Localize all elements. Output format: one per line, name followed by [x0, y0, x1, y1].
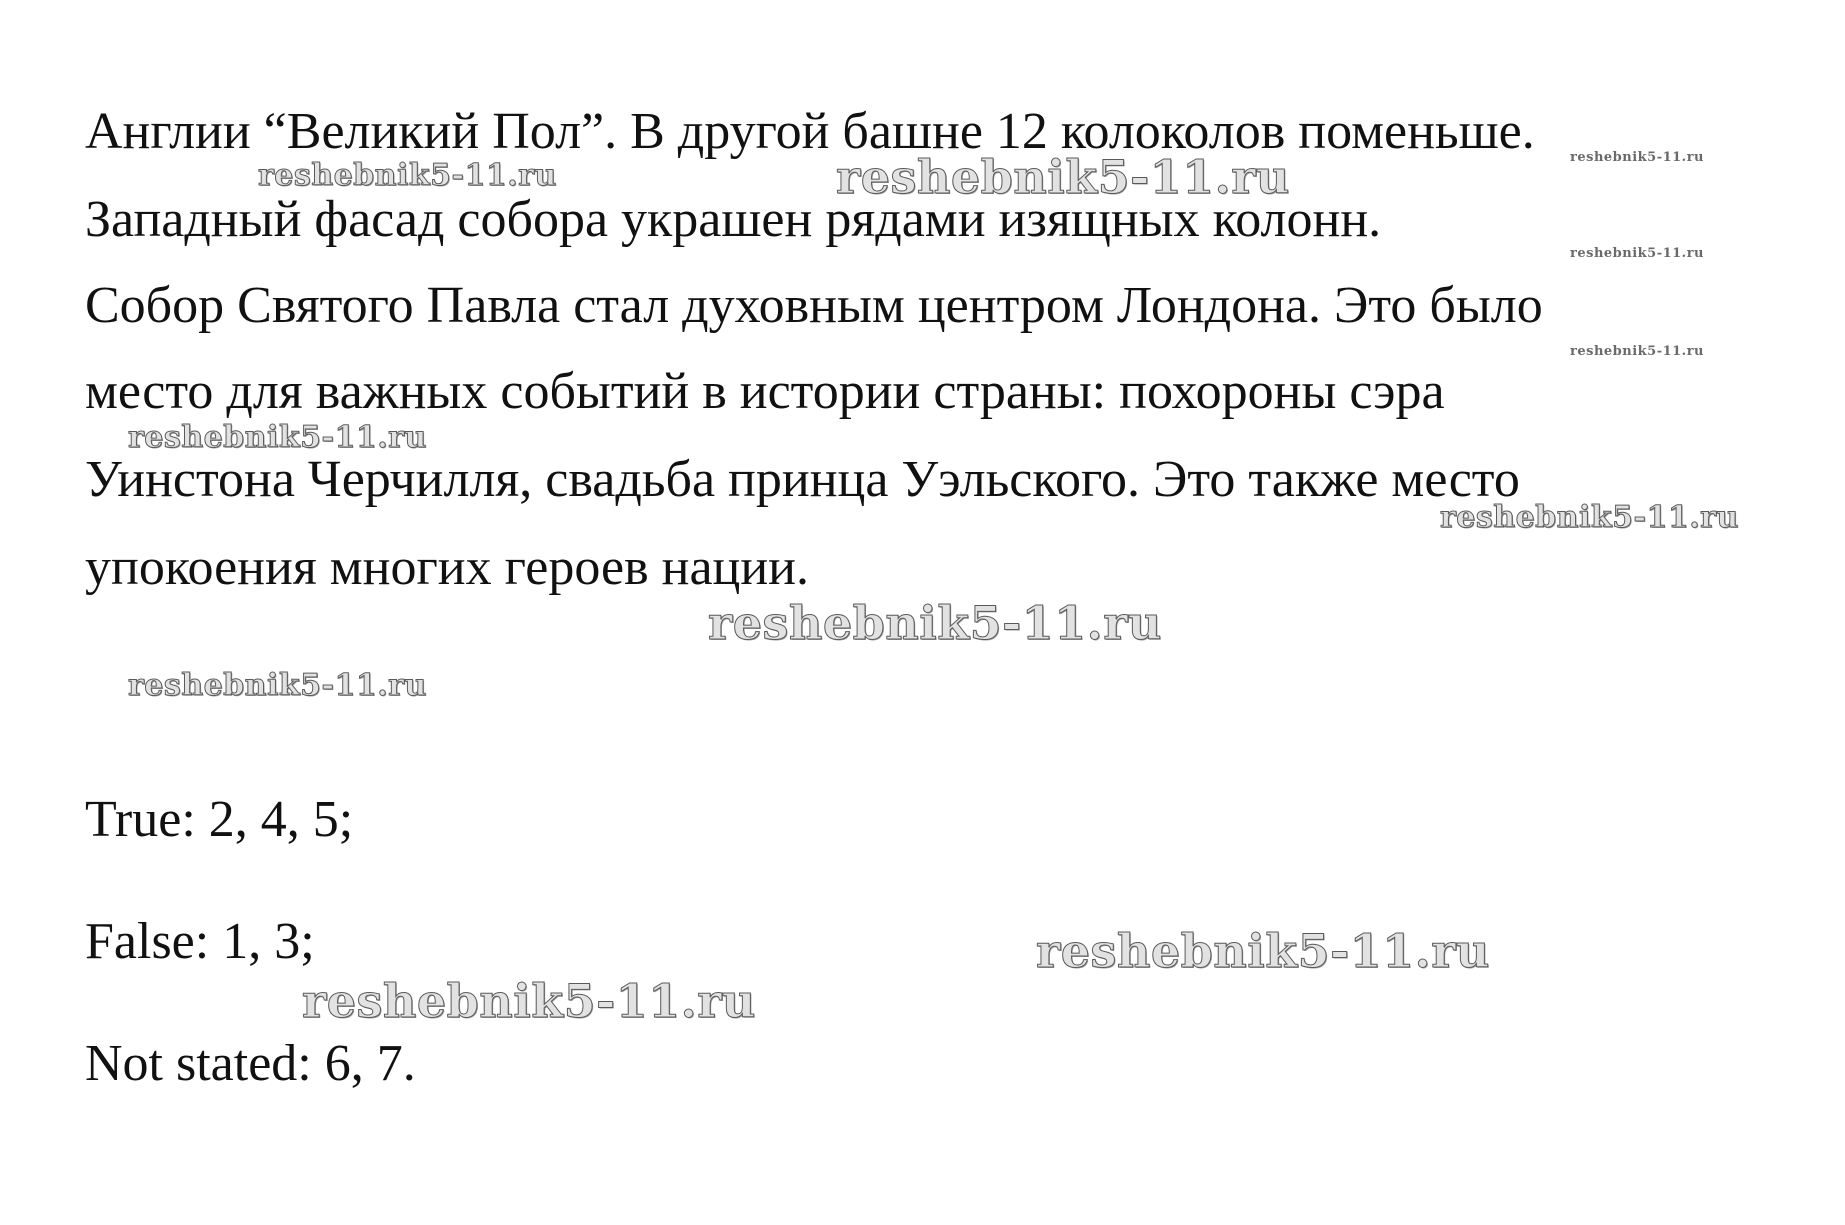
paragraph-line-3: Собор Святого Павла стал духовным центром Лондона. Это было: [85, 277, 1543, 334]
watermark: reshebnik5-11.ru: [258, 158, 557, 193]
watermark: reshebnik5-11.ru: [1036, 924, 1490, 978]
paragraph-line-2: Западный фасад собора украшен рядами изящных колонн.: [85, 191, 1382, 248]
paragraph-line-1: Англии “Великий Пол”. В другой башне 12 колоколов поменьше.: [85, 103, 1535, 160]
paragraph-line-6: упокоения многих героев нации.: [85, 539, 810, 596]
watermark: reshebnik5-11.ru: [302, 974, 756, 1028]
watermark: reshebnik5-11.ru: [128, 668, 427, 703]
watermark: reshebnik5-11.ru: [1570, 246, 1705, 261]
watermark: reshebnik5-11.ru: [836, 150, 1290, 204]
watermark: reshebnik5-11.ru: [1570, 344, 1705, 359]
paragraph-line-4: место для важных событий в истории страны: похороны сэра: [85, 363, 1445, 420]
paragraph-line-5: Уинстона Черчилля, свадьба принца Уэльского. Это также место: [85, 451, 1520, 508]
watermark: reshebnik5-11.ru: [708, 596, 1162, 650]
answer-false: False: 1, 3;: [85, 913, 315, 970]
watermark: reshebnik5-11.ru: [1440, 500, 1739, 535]
watermark: reshebnik5-11.ru: [1570, 150, 1705, 165]
answer-true: True: 2, 4, 5;: [85, 791, 354, 848]
watermark: reshebnik5-11.ru: [128, 420, 427, 455]
answer-not-stated: Not stated: 6, 7.: [85, 1035, 416, 1092]
